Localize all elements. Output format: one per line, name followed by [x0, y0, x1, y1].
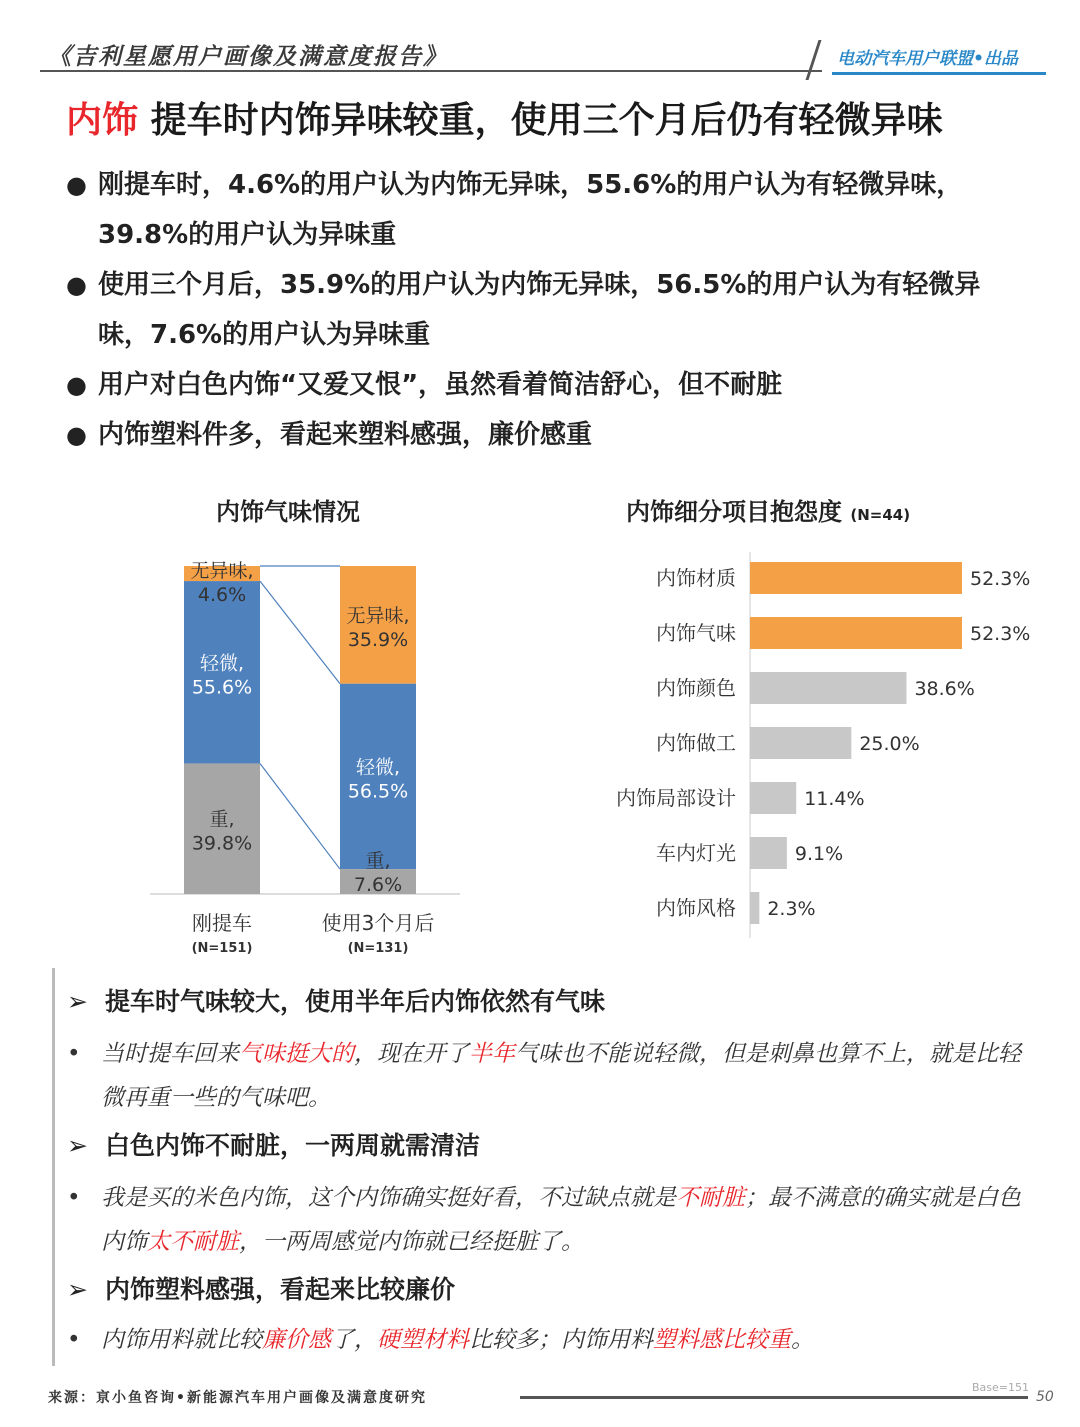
quote-segment: ，一两周感觉内饰就已经挺脏了。: [239, 1229, 584, 1255]
data-label: 9.1%: [794, 843, 844, 865]
bullet-dot-icon: •: [67, 1185, 81, 1211]
category-note: (N=151): [191, 941, 253, 956]
bullet-dot-icon: •: [67, 1041, 81, 1067]
data-label: 56.5%: [347, 780, 409, 803]
bullet-item: ● 使用三个月后，35.9%的用户认为内饰无异味，56.5%的用户认为有轻微异味，7.6%的用户认为异味重: [66, 260, 1026, 360]
bullet-item: ● 内饰塑料件多，看起来塑料感强，廉价感重: [66, 410, 1026, 460]
source-note: 来源：亰小鱼咨询•新能源汽车用户画像及满意度研究: [48, 1390, 427, 1406]
base-note: Base=151: [972, 1381, 1029, 1394]
category-label: 内饰风格: [656, 896, 736, 920]
bullet-item: ● 刚提车时，4.6%的用户认为内饰无异味，55.6%的用户认为有轻微异味，39.8%的用户认为异味重: [66, 160, 1026, 260]
bullet-dot-icon: ●: [66, 371, 87, 399]
category-label: 内饰局部设计: [616, 786, 736, 810]
quote-text: [67, 1318, 1027, 1362]
arrow-right-icon: ➢: [67, 1275, 88, 1304]
category-label: 内饰颜色: [656, 676, 736, 700]
data-label: 轻微,: [355, 756, 401, 779]
category-label: 内饰做工: [656, 731, 736, 755]
odor-chart-title: 内饰气味情况: [216, 498, 360, 526]
highlight-text: 气味挺大的: [239, 1041, 354, 1067]
quote-segment: 内饰用料就比较: [101, 1327, 262, 1353]
bullet-dot-icon: ●: [66, 271, 87, 299]
quote-segment: 比较多；内饰用料: [469, 1327, 653, 1353]
highlight-text: 塑料感比较重: [653, 1327, 791, 1353]
brand-label: 电动汽车用户联盟•出品: [837, 49, 1018, 69]
category-label: 车内灯光: [656, 841, 736, 865]
highlight-text: 半年: [469, 1041, 515, 1067]
odor-stacked-chart: [140, 550, 500, 970]
data-label: 35.9%: [347, 628, 409, 651]
data-label: 38.6%: [914, 678, 975, 700]
category-label: 内饰气味: [656, 621, 736, 645]
headline-text: 提车时内饰异味较重，使用三个月后仍有轻微异味: [150, 100, 943, 141]
quote-text: [67, 1176, 1027, 1264]
quote-segment: 气味也不能说轻微，但是刺鼻也算不上，就是比轻微再重一些的气味吧。: [101, 1041, 1021, 1111]
connector-line: [260, 581, 340, 684]
connector-line: [260, 763, 340, 869]
page-headline: [66, 92, 943, 143]
bar: [750, 892, 759, 924]
highlight-text: 廉价感: [262, 1327, 331, 1353]
bar: [750, 727, 851, 759]
data-label: 2.3%: [767, 898, 816, 920]
quote-heading: ➢ 提车时气味较大，使用半年后内饰依然有气味: [67, 987, 606, 1016]
data-label: 无异味,: [190, 560, 254, 582]
page-number: 50: [1036, 1389, 1054, 1405]
bullet-dot-icon: ●: [66, 421, 87, 449]
quote-segment: 了，: [331, 1327, 377, 1353]
report-title: 《吉利星愿用户画像及满意度报告》: [48, 44, 448, 70]
bar: [750, 782, 796, 814]
quote-segment: ，现在开了: [354, 1041, 469, 1067]
brand-rule: [832, 72, 1046, 75]
data-label: 52.3%: [970, 568, 1031, 590]
bar: [750, 837, 787, 869]
data-label: 11.4%: [804, 788, 865, 810]
bar: [750, 562, 962, 594]
quote-segment: ；最不满意的确实就是白色内饰: [101, 1185, 1021, 1255]
data-label: 39.8%: [191, 832, 253, 855]
category-label: 使用3个月后: [321, 911, 435, 935]
quote-text: [67, 1032, 1027, 1120]
bullet-item: ● 用户对白色内饰“又爱又恨”，虽然看着简洁舒心，但不耐脏: [66, 360, 1026, 410]
complaint-chart-title: 内饰细分项目抱怨度 (N=44): [626, 498, 911, 526]
quote-segment: 我是买的米色内饰，这个内饰确实挺好看，不过缺点就是: [101, 1185, 676, 1211]
user-quotes: [52, 968, 1032, 1366]
quote-heading: ➢ 内饰塑料感强，看起来比较廉价: [67, 1275, 456, 1304]
bar: [750, 617, 962, 649]
arrow-right-icon: ➢: [67, 987, 88, 1016]
quote-segment: 。: [791, 1327, 814, 1353]
summary-bullets: [66, 160, 1026, 460]
quote-heading: ➢ 白色内饰不耐脏，一两周就需清洁: [67, 1131, 481, 1160]
data-label: 55.6%: [191, 676, 253, 699]
bar: [750, 672, 906, 704]
quote-segment: 当时提车回来: [101, 1041, 239, 1067]
data-label: 重,: [365, 850, 391, 872]
header-slash: [806, 40, 822, 80]
headline-keyword: 内饰: [66, 100, 139, 141]
data-label: 7.6%: [353, 874, 403, 896]
data-label: 无异味,: [346, 604, 410, 627]
data-label: 重,: [209, 808, 235, 831]
footer-rule: [520, 1396, 1028, 1399]
category-note: (N=131): [347, 941, 409, 956]
arrow-right-icon: ➢: [67, 1131, 88, 1160]
data-label: 轻微,: [199, 652, 245, 675]
highlight-text: 太不耐脏: [147, 1229, 239, 1255]
category-label: 内饰材质: [656, 566, 736, 590]
bullet-dot-icon: •: [67, 1327, 81, 1353]
category-label: 刚提车: [192, 911, 252, 935]
header-rule: [40, 70, 822, 72]
highlight-text: 硬塑材料: [377, 1327, 469, 1353]
data-label: 52.3%: [970, 623, 1031, 645]
complaint-bar-chart: [560, 550, 1040, 950]
highlight-text: 不耐脏: [676, 1185, 745, 1211]
bullet-dot-icon: ●: [66, 171, 87, 199]
data-label: 4.6%: [197, 584, 247, 606]
data-label: 25.0%: [859, 733, 920, 755]
